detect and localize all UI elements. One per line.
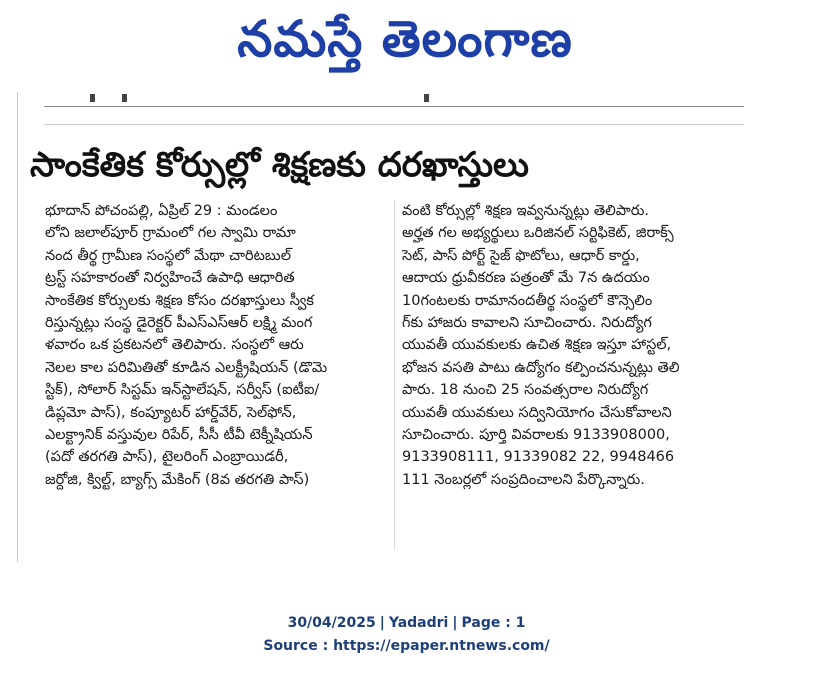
- masthead-logo: నమస్తే తెలంగాణ: [237, 9, 573, 68]
- text-line: ఎలక్ట్రానిక్ వస్తువుల రిపేర్, సీసీ టీవీ టెక్నీషియన్: [45, 426, 313, 443]
- text-line: యువతీ యువకులు సద్వినియోగం చేసుకోవాలని: [402, 404, 672, 421]
- footer-source: Source : https://epaper.ntnews.com/: [263, 638, 550, 654]
- footer-edition-info: [0, 615, 813, 631]
- text-line: డిప్లమో పాస్), కంప్యూటర్ హార్డ్‌వేర్, సెల్‌ఫోన్,: [45, 404, 297, 421]
- text-line: రిస్తున్నట్లు సంస్థ డైరెక్టర్ పీఎస్ఎస్ఆర్ లక్ష్మి మంగ: [45, 314, 313, 331]
- footer-separator: |: [379, 615, 385, 631]
- text-line: వంటి కోర్సుల్లో శిక్షణ ఇవ్వనున్నట్లు తెలిపారు.: [402, 203, 649, 219]
- text-line: నంద తీర్థ గ్రామీణ సంస్థలో మేథా చారిటబుల్: [45, 247, 291, 264]
- article-column-right: [402, 200, 747, 491]
- footer-date: 30/04/2025: [287, 615, 376, 631]
- text-line: (పదో తరగతి పాస్), టైలరింగ్ ఎంబ్రాయిడరీ,: [45, 449, 289, 466]
- text-line: ఆదాయ ధ్రువీకరణ పత్రంతో మే 7న ఉదయం: [402, 270, 650, 287]
- text-line: 111 నెంబర్లలో సంప్రదించాలని పేర్కొన్నారు.: [402, 471, 645, 488]
- text-line: స్టిక్), సోలార్ సిస్టమ్ ఇన్‌స్టాలేషన్, సర్వీస్ (ఐటీఐ/: [45, 382, 320, 399]
- text-line: భూదాన్ పోచంపల్లి, ఏప్రిల్ 29 : మండలం: [45, 203, 278, 219]
- footer-page: Page : 1: [461, 615, 526, 631]
- text-line: అర్హత గల అభ్యర్థులు ఒరిజినల్ సర్టిఫికెట్, జిరాక్స్: [402, 225, 674, 242]
- text-line: సాంకేతిక కోర్సులకు శిక్షణ కోసం దరఖాస్తులు స్వీక: [45, 292, 314, 309]
- text-line: ట్రస్ట్ సహకారంతో నిర్వహించే ఉపాధి ఆధారిత: [45, 270, 295, 287]
- text-line: సెట్, పాస్ పోర్ట్ సైజ్ ఫొటోలు, ఆధార్ కార్డు,: [402, 247, 640, 264]
- text-line: యువతీ యువకులకు ఉచిత శిక్షణ ఇస్తూ హాస్టల్,: [402, 337, 672, 354]
- text-line: నెలల కాల పరిమితితో కూడిన ఎలక్ట్రీషియన్ (డొమె: [45, 359, 328, 376]
- previous-article-remnant: [44, 92, 744, 106]
- top-rule: [44, 106, 744, 107]
- text-line: సూచించారు. పూర్తి వివరాలకు 9133908000,: [402, 426, 670, 443]
- article-column-left: [45, 200, 390, 491]
- text-line: ళవారం ఒక ప్రకటనలో తెలిపారు. సంస్థలో ఆరు: [45, 337, 304, 354]
- text-line: భోజన వసతి పాటు ఉద్యోగం కల్పించనున్నట్లు తెలి: [402, 359, 680, 376]
- headline-rule: [44, 124, 744, 125]
- text-line: లోని జలాల్‌పూర్ గ్రామంలో గల స్వామి రామా: [45, 225, 296, 242]
- text-line: పారు. 18 నుంచి 25 సంవత్సరాల నిరుద్యోగ: [402, 382, 649, 399]
- text-line: జర్దోజి, క్విల్ట్, బ్యాగ్స్ మేకింగ్ (8వ తరగతి పాస్): [45, 471, 310, 488]
- footer-edition: Yadadri: [388, 615, 449, 631]
- text-line: గ్‌కు హాజరు కావాలని సూచించారు. నిరుద్యోగ: [402, 314, 652, 331]
- text-line: 10గంటలకు రామానందతీర్థ సంస్థలో కౌన్సెలిం: [402, 292, 653, 309]
- article-headline: సాంకేతిక కోర్సుల్లో శిక్షణకు దరఖాస్తులు: [30, 145, 529, 185]
- column-divider: [394, 200, 395, 550]
- footer-separator: |: [452, 615, 458, 631]
- text-line: 9133908111, 91339082 22, 9948466: [402, 449, 675, 466]
